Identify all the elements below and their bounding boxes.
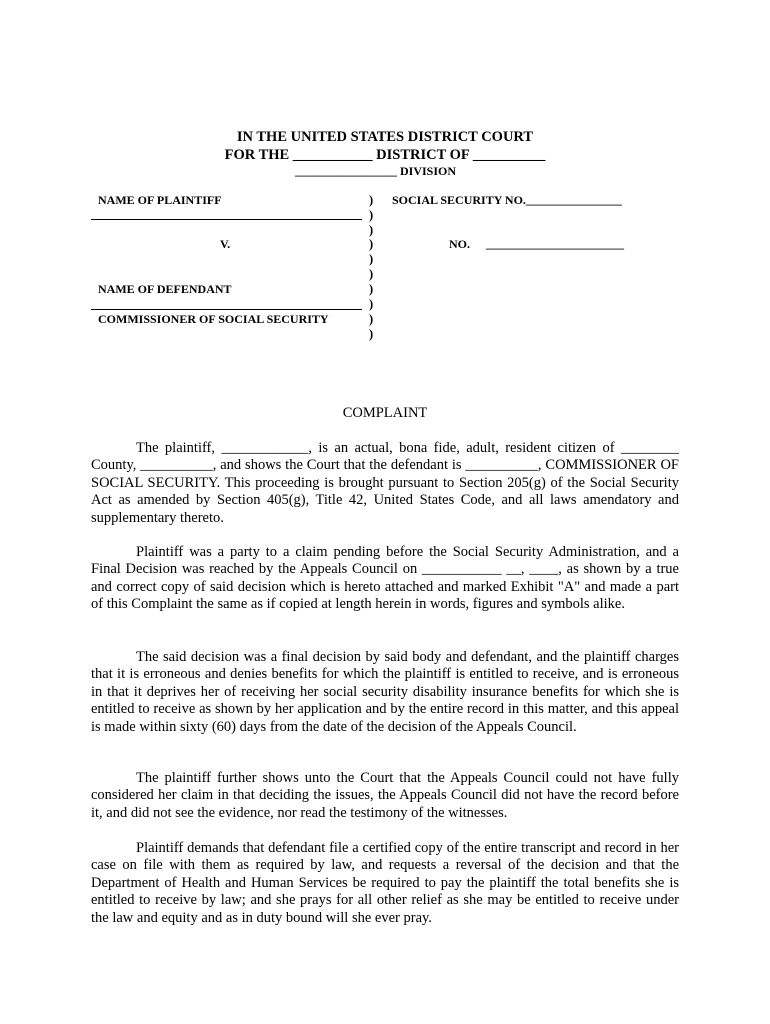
complaint-paragraph: Plaintiff was a party to a claim pending before the Social Security Administration, and a Final Decision was reached by the Appeals Council on ___________ __, ____, as shown by a true and correct copy of said decision which is hereto attached and marked Exhibit "A" and made a part of this Complaint the same as if copied at length herein in words, figures and symbols alike. [91,544,679,613]
caption-paren: ) [369,208,374,222]
plaintiff-label: NAME OF PLAINTIFF [98,193,222,207]
caption-paren: ) [369,267,374,281]
caption-paren: ) [369,193,374,207]
defendant-label: NAME OF DEFENDANT [98,282,232,296]
complaint-paragraph: Plaintiff demands that defendant file a certified copy of the entire transcript and record in her case on file with them as required by law, and requests a reversal of the decision and that the Department of Health and Human Services be required to pay the plaintiff the total benefits she is entitled to receive by law; and she prays for all other relief as she may be entitled to receive under the law and equity and as in duty bound will she ever pray. [91,840,679,926]
complaint-paragraph: The plaintiff further shows unto the Court that the Appeals Council could not have fully considered her claim in that deciding the issues, the Appeals Council did not have the record before it, and did not see the evidence, nor read the testimony of the witnesses. [91,770,679,821]
caption-paren: ) [369,282,374,296]
case-number-label: NO. [449,237,470,251]
district-heading: FOR THE ___________ DISTRICT OF __________ [224,147,546,163]
commissioner-label: COMMISSIONER OF SOCIAL SECURITY [98,312,329,326]
caption-paren: ) [369,297,374,311]
ssn-label: SOCIAL SECURITY NO.________________ [392,193,622,207]
complaint-title: COMPLAINT [342,405,428,421]
caption-paren: ) [369,237,374,251]
court-heading: IN THE UNITED STATES DISTRICT COURT [236,129,534,145]
versus-label: V. [220,237,231,251]
division-heading: _________________ DIVISION [295,164,457,178]
caption-paren: ) [369,327,374,341]
case-number-blank: _______________________ [486,237,624,251]
caption-paren: ) [369,312,374,326]
defendant-name-line [91,309,362,310]
complaint-paragraph: The plaintiff, ____________, is an actual, bona fide, adult, resident citizen of ________ County, __________, and shows the Court that the defendant is __________, COMMISSIONER OF SOCIAL SECURITY. This proceeding is brought pursuant to Section 205(g) of the Social Security Act as amended by Section 405(g), Title 42, United States Code, and all laws amendatory and supplementary thereto. [91,440,679,526]
caption-paren: ) [369,252,374,266]
plaintiff-name-line [91,219,362,220]
caption-paren: ) [369,223,374,237]
complaint-paragraph: The said decision was a final decision by said body and defendant, and the plaintiff charges that it is erroneous and denies benefits for which the plaintiff is entitled to receive, and is erroneous in that it deprives her of receiving her social security disability insurance benefits for which she is entitled to receive as shown by her application and by the entire record in this matter, and this appeal is made within sixty (60) days from the date of the decision of the Appeals Council. [91,649,679,735]
